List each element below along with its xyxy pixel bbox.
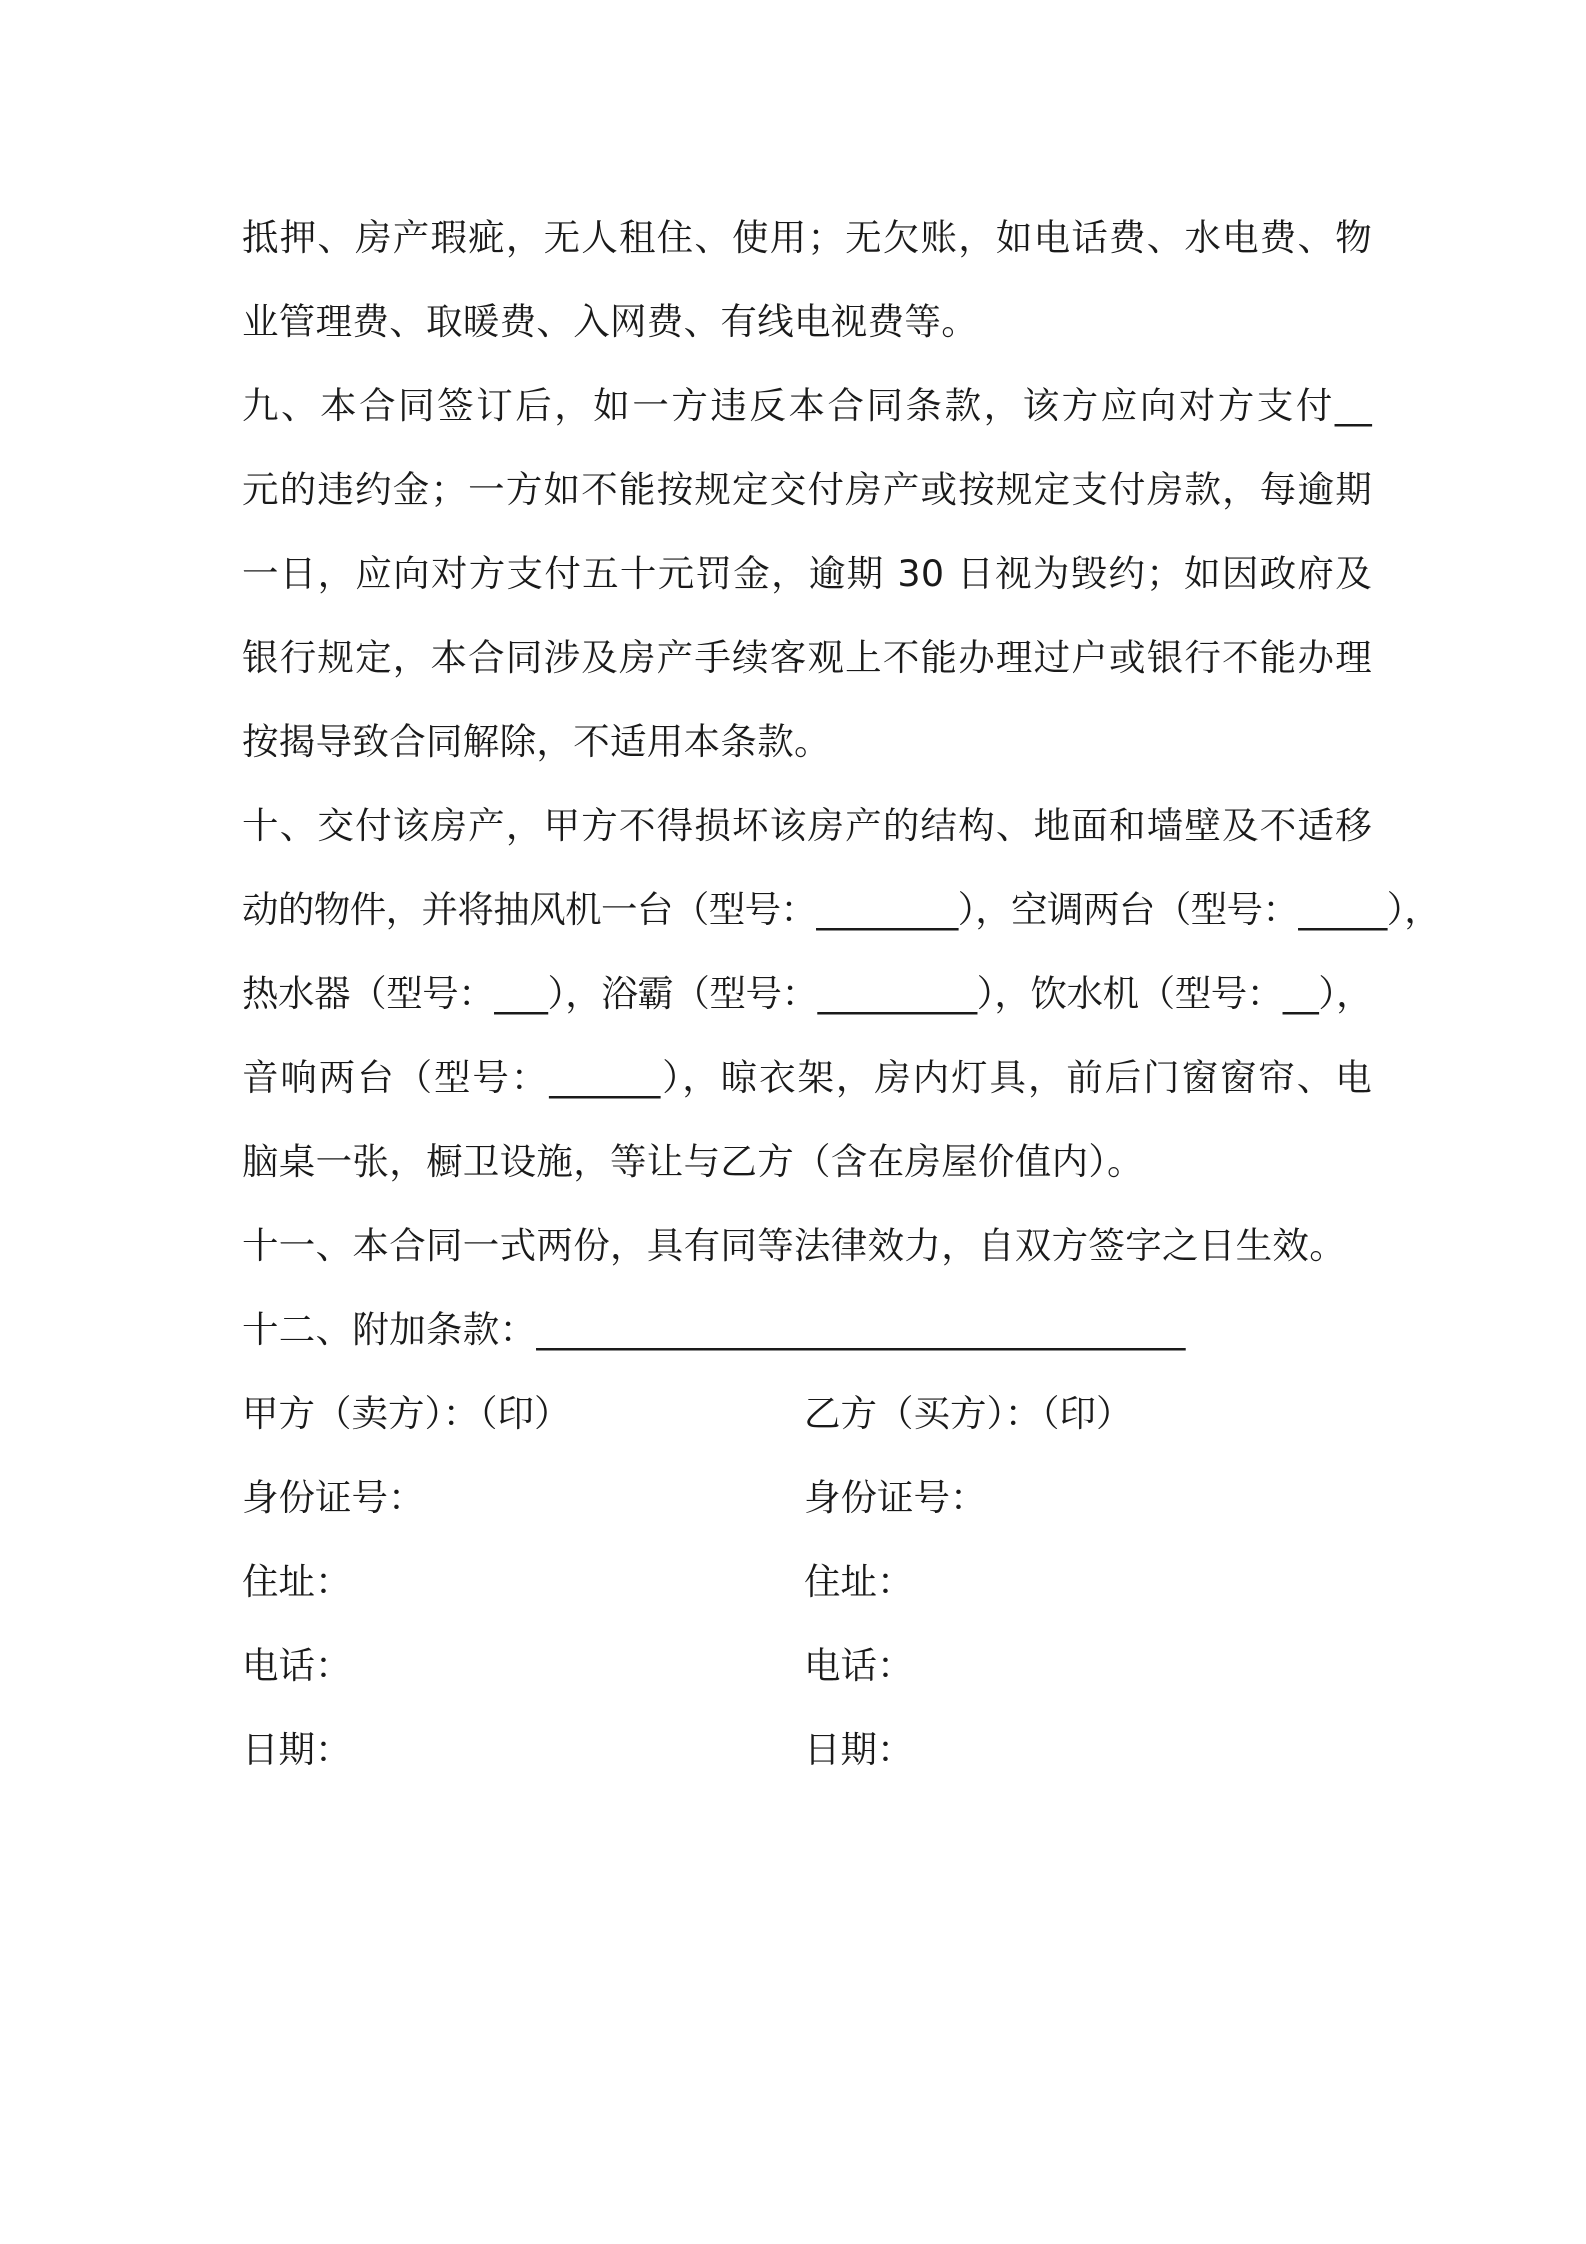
seller-date-label: 日期： xyxy=(242,1728,352,1771)
buyer-phone-label: 电话： xyxy=(804,1644,914,1687)
buyer-address-label: 住址： xyxy=(804,1560,914,1603)
buyer-party-label: 乙方（买方）：（印） xyxy=(804,1392,1133,1435)
signature-block xyxy=(242,1372,1372,1792)
text-line: 热水器（型号：___），浴霸（型号：_________），饮水机（型号：__）， xyxy=(242,972,1372,1015)
text-line: 动的物件，并将抽风机一台（型号：________），空调两台（型号：_____）， xyxy=(242,888,1441,931)
buyer-date-label: 日期： xyxy=(804,1728,914,1771)
paragraph-clause-10 xyxy=(242,784,1441,1204)
text-line: 十二、附加条款：___________________________________ xyxy=(242,1308,1186,1351)
paragraph-clause-12 xyxy=(242,1288,1372,1372)
signature-row-id-number xyxy=(242,1456,1372,1540)
text-line: 一日，应向对方支付五十元罚金，逾期 30 日视为毁约；如因政府及 xyxy=(242,552,1372,595)
signature-row-party xyxy=(242,1372,1372,1456)
seller-id-number-label: 身份证号： xyxy=(242,1476,425,1519)
text-line: 十、交付该房产，甲方不得损坏该房产的结构、地面和墙壁及不适移 xyxy=(242,804,1372,847)
signature-row-address xyxy=(242,1540,1372,1624)
seller-party-label: 甲方（卖方）：（印） xyxy=(242,1392,571,1435)
text-line: 银行规定，本合同涉及房产手续客观上不能办理过户或银行不能办理 xyxy=(242,636,1372,679)
paragraph-clause-11 xyxy=(242,1204,1372,1288)
text-line: 业管理费、取暖费、入网费、有线电视费等。 xyxy=(242,300,978,343)
paragraph-clause-8-continued xyxy=(242,196,1372,364)
text-line: 元的违约金；一方如不能按规定交付房产或按规定支付房款，每逾期 xyxy=(242,468,1372,511)
document-body xyxy=(242,196,1441,1792)
text-line: 十一、本合同一式两份，具有同等法律效力，自双方签字之日生效。 xyxy=(242,1224,1346,1267)
text-line: 按揭导致合同解除，不适用本条款。 xyxy=(242,720,831,763)
paragraph-clause-9 xyxy=(242,364,1372,784)
seller-address-label: 住址： xyxy=(242,1560,352,1603)
buyer-id-number-label: 身份证号： xyxy=(804,1476,987,1519)
text-line: 九、本合同签订后，如一方违反本合同条款，该方应向对方支付__ xyxy=(242,384,1372,427)
text-line: 脑桌一张，橱卫设施，等让与乙方（含在房屋价值内）。 xyxy=(242,1140,1144,1183)
signature-row-date xyxy=(242,1708,1372,1792)
text-line: 音响两台（型号：______），晾衣架，房内灯具，前后门窗窗帘、电 xyxy=(242,1056,1372,1099)
seller-phone-label: 电话： xyxy=(242,1644,352,1687)
signature-row-phone xyxy=(242,1624,1372,1708)
text-line: 抵押、房产瑕疵，无人租住、使用；无欠账，如电话费、水电费、物 xyxy=(242,216,1372,259)
